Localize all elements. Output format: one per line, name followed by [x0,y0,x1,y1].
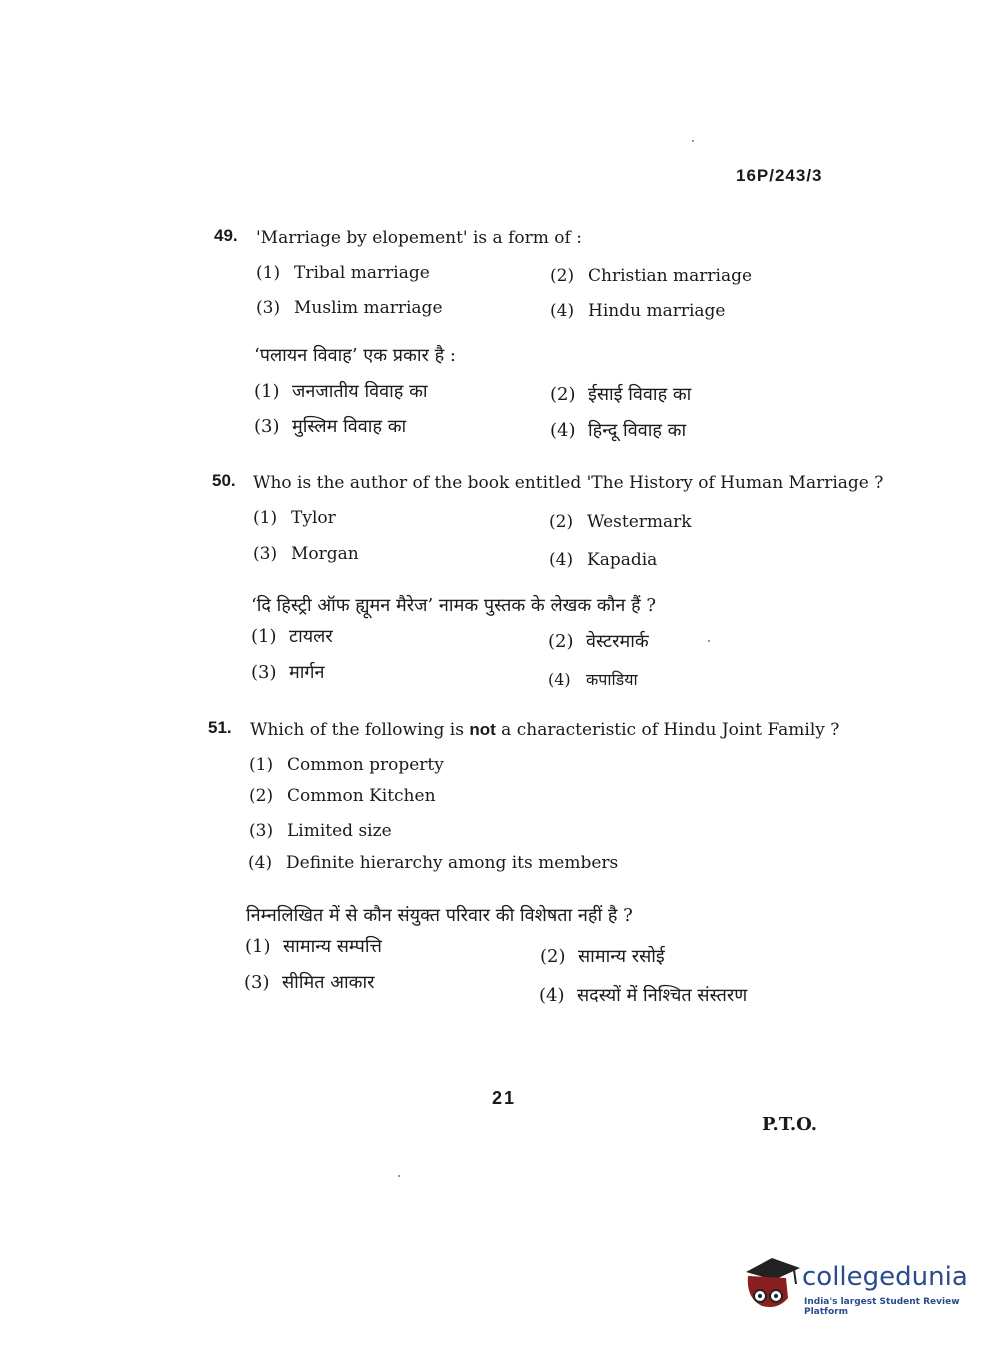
option-label: Muslim marriage [294,298,443,318]
option-number: (2) [550,384,576,405]
option-label: Hindu marriage [588,301,726,321]
option-3-en [253,544,359,564]
option-label: सामान्य रसोई [578,946,665,967]
question-text-hi: ‘पलायन विवाह’ एक प्रकार है : [254,345,456,366]
cap-tassel [794,1270,796,1284]
option-number: (1) [253,508,278,528]
pto-label: P.T.O. [762,1114,818,1135]
option-number: (4) [248,853,273,873]
option-1-en [253,508,336,528]
option-number: (3) [256,298,281,318]
option-2-hi [540,944,665,968]
option-number: (2) [249,786,274,806]
option-number: (4) [550,301,575,321]
option-label: ईसाई विवाह का [588,384,692,405]
option-number: (2) [550,266,575,286]
option-number: (3) [249,821,274,841]
option-number: (2) [548,631,574,652]
option-number: (4) [539,985,565,1006]
option-3-hi [254,414,406,438]
question-text-part: Which of the following is [250,720,470,740]
paper-code: 16P/243/3 [736,166,823,185]
option-label: Common Kitchen [287,786,436,806]
option-label: मार्गन [289,662,325,683]
option-number: (4) [549,550,574,570]
option-number: (1) [251,626,277,647]
scan-speck [708,640,710,642]
option-label: Westermark [587,512,692,532]
option-label: Tylor [291,508,336,528]
option-number: (2) [549,512,574,532]
scan-speck [692,140,694,142]
question-text-hi: ‘दि हिस्ट्री ऑफ ह्यूमन मैरेज’ नामक पुस्तक के लेखक कौन हैं ? [251,595,657,616]
option-label: कपाडिया [586,670,638,689]
option-number: (4) [548,670,571,689]
watermark-tagline: India's largest Student Review Platform [804,1297,960,1317]
option-label: Tribal marriage [294,263,430,283]
option-number: (2) [540,946,566,967]
option-label: सीमित आकार [282,972,375,993]
option-label: Limited size [287,821,392,841]
option-2-hi [550,382,691,406]
option-label: Common property [287,755,444,775]
option-4-hi [539,983,747,1007]
option-1-en [249,755,444,775]
option-1-hi [245,934,382,958]
option-number: (3) [244,972,270,993]
question-number: 49. [214,226,238,245]
question-text-en: Who is the author of the book entitled 'The History of Human Marriage ? [253,473,884,493]
option-label: जनजातीय विवाह का [292,381,428,402]
option-4-hi [548,668,638,690]
option-3-hi [251,660,325,684]
option-2-en [549,512,692,532]
eye-right [774,1294,778,1298]
option-label: मुस्लिम विवाह का [292,416,407,437]
option-label: Christian marriage [588,266,753,286]
option-4-en [550,301,725,321]
mascot-icon [742,1250,802,1314]
option-number: (1) [249,755,274,775]
question-emphasis: not [469,720,496,739]
option-2-hi [548,629,649,653]
option-2-en [249,786,436,806]
option-label: टायलर [289,626,333,647]
option-1-hi [254,379,428,403]
option-label: सामान्य सम्पत्ति [283,936,382,957]
option-4-en [248,853,618,873]
question-number: 50. [212,471,236,490]
option-number: (3) [253,544,278,564]
watermark-brand: collegedunia [802,1262,968,1292]
option-4-hi [550,418,686,442]
option-number: (3) [251,662,277,683]
option-number: (1) [256,263,281,283]
option-2-en [550,266,752,286]
option-3-hi [244,970,374,994]
option-1-hi [251,624,333,648]
option-number: (1) [245,936,271,957]
option-number: (4) [550,420,576,441]
option-label: वेस्टरमार्क [586,631,649,652]
option-4-en [549,550,657,570]
question-text-en [250,720,839,740]
question-text-hi: निम्नलिखित में से कौन संयुक्त परिवार की विशेषता नहीं है ? [246,905,633,926]
question-number: 51. [208,718,232,737]
option-label: सदस्यों में निश्चित संस्तरण [577,985,748,1006]
option-label: हिन्दू विवाह का [588,420,687,441]
option-label: Definite hierarchy among its members [286,853,619,873]
question-text-en: 'Marriage by elopement' is a form of : [256,228,582,248]
option-number: (3) [254,416,280,437]
option-label: Morgan [291,544,359,564]
option-label: Kapadia [587,550,658,570]
question-text-part: a characteristic of Hindu Joint Family ? [495,720,840,740]
eye-left [758,1294,762,1298]
scan-speck [398,1175,400,1177]
option-3-en [256,298,443,318]
mascot-hair [748,1276,788,1307]
option-1-en [256,263,430,283]
page-number: 21 [492,1088,517,1108]
option-3-en [249,821,392,841]
option-number: (1) [254,381,280,402]
